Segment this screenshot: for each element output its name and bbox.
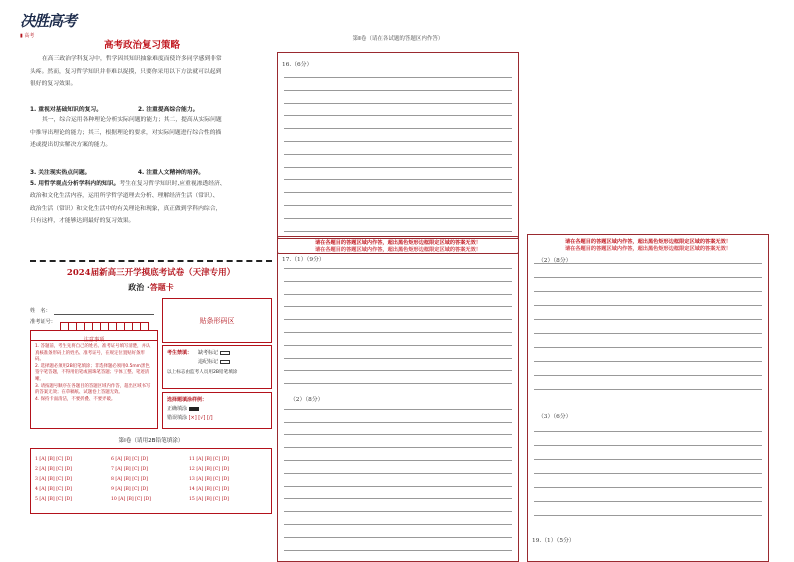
writing-line: [534, 277, 762, 278]
notice-box: [30, 330, 158, 429]
tail-paragraph: [30, 190, 272, 228]
writing-line: [534, 389, 762, 390]
writing-line: [534, 459, 762, 460]
strategy-title: 高考政治复习策略: [104, 40, 181, 51]
writing-line: [534, 501, 762, 502]
point-5-line: [30, 178, 280, 191]
filled-mark-icon: [189, 407, 199, 411]
q16-label: 16.（6分）: [282, 62, 313, 68]
point-3: 3. 关注现实热点问题。: [30, 170, 91, 176]
writing-line: [284, 281, 512, 282]
notice-header: [31, 331, 157, 341]
writing-line: [534, 263, 762, 264]
ability-line: 其一，综合运用各种理论分析实际问题的能力；其二，提高从实际问题: [42, 117, 222, 123]
writing-line: [284, 524, 512, 525]
notice-title: 注意事项: [83, 337, 105, 343]
writing-line: [284, 550, 512, 551]
mc-row[interactable]: 6 [A] [B] [C] [D]: [111, 457, 149, 462]
part2-header: 第Ⅱ卷（请在各试题的答题区内作答）: [352, 36, 444, 42]
ability-line: 述或提出切实解决方案的能力。: [30, 142, 112, 149]
writing-line: [284, 319, 512, 320]
candidate-box: [162, 345, 272, 389]
writing-line: [284, 383, 512, 384]
writing-line: [284, 231, 512, 232]
intro-paragraph: [30, 53, 272, 91]
notice-item: 3. 请按题号顺序在各题目的答题区域内作答，超出区域书写的答案无效；在草稿纸、试题卷上答题无效。: [35, 383, 151, 396]
mc-column: [111, 455, 151, 505]
exam-title: 2024届新高三开学摸底考试卷（天津专用）: [66, 268, 236, 278]
writing-line: [284, 409, 512, 410]
writing-line: [534, 431, 762, 432]
writing-line: [284, 154, 512, 155]
sample-title: 选择题填涂样例：: [167, 397, 208, 403]
warning-text-repeat: 请在各题目的答题区域内作答，超出黑色矩形边框限定区域的答案无效！: [314, 247, 481, 253]
writing-line: [534, 473, 762, 474]
writing-line: [284, 345, 512, 346]
writing-line: [534, 305, 762, 306]
writing-line: [534, 291, 762, 292]
warning-text: 请在各题目的答题区域内作答，超出黑色矩形边框限定区域的答案无效！: [314, 240, 481, 246]
mc-row[interactable]: 5 [A] [B] [C] [D]: [35, 497, 73, 502]
mc-row[interactable]: 7 [A] [B] [C] [D]: [111, 467, 149, 472]
ability-paragraph: [30, 114, 272, 152]
writing-line: [284, 128, 512, 129]
writing-line: [284, 77, 512, 78]
writing-line: [284, 115, 512, 116]
tail-line: 政治和文化生活内容，运用所学哲学道理去分析、理解经济生活（常识）、: [30, 193, 219, 199]
id-label: 准考证号：: [30, 319, 56, 325]
mc-column: [35, 455, 72, 505]
writing-line: [284, 460, 512, 461]
writing-line: [284, 179, 512, 180]
point-1: 1. 重视对基础知识的复习。: [30, 107, 103, 113]
point-2: 2. 注重提高综合能力。: [138, 107, 199, 113]
subject-label: 政治 ·: [128, 282, 150, 292]
violation-checkbox[interactable]: [220, 360, 230, 364]
tail-line: 政治生活（常识）和文化生活中的有关理论和现象，真正做到学科内综合，: [30, 205, 222, 212]
notice-item: 4. 保持卡面清洁，不要折叠、不要弄破。: [35, 396, 116, 402]
violation-row: [198, 358, 230, 365]
logo-subtext: ▮ 高考: [20, 33, 35, 39]
writing-line: [284, 192, 512, 193]
q18-answer-box[interactable]: [527, 234, 769, 562]
writing-line: [284, 498, 512, 499]
writing-line: [284, 434, 512, 435]
writing-line: [284, 473, 512, 474]
ability-line: 中推导出理论的能力；其三，根据理论的要求，对实际问题进行综合性的描: [30, 129, 222, 136]
mc-row[interactable]: 13 [A] [B] [C] [D]: [189, 477, 229, 482]
writing-line: [534, 347, 762, 348]
writing-line: [284, 422, 512, 423]
q18-2-label: （2）（8分）: [538, 258, 572, 264]
right-warning-text-repeat: 请在各题目的答题区域内作答，超出黑色矩形边框限定区域的答案无效！: [564, 246, 731, 252]
absent-row: [198, 349, 230, 356]
absent-label: 缺考标记: [198, 350, 219, 356]
mc-row[interactable]: 12 [A] [B] [C] [D]: [189, 467, 229, 472]
point-5-rest: 考生在复习哲学知识时,应重视渗透经济、: [119, 181, 226, 187]
intro-line: 头疼。然而，复习哲学知识并非难以捉摸，只要你采用以下方法就可以起到: [30, 68, 222, 75]
brand-logo: [20, 10, 90, 48]
mc-row[interactable]: 10 [A] [B] [C] [D]: [111, 497, 151, 502]
writing-line: [284, 205, 512, 206]
mc-row[interactable]: 3 [A] [B] [C] [D]: [35, 477, 73, 482]
mc-row[interactable]: 8 [A] [B] [C] [D]: [111, 477, 149, 482]
wrong-marks: [×] [√] [/]: [188, 415, 213, 421]
writing-line: [284, 358, 512, 359]
logo-text: 决胜高考: [20, 12, 77, 30]
right-warning-text: 请在各题目的答题区域内作答，超出黑色矩形边框限定区域的答案无效！: [564, 239, 731, 245]
writing-line: [534, 445, 762, 446]
violation-label: 违纪标记: [198, 359, 219, 365]
correct-label: 正确填涂: [167, 406, 188, 412]
q17-1-label: 17.（1）（9分）: [282, 257, 325, 263]
wrong-row: [167, 414, 267, 421]
writing-line: [534, 361, 762, 362]
writing-line: [284, 447, 512, 448]
answer-card-title: [30, 282, 272, 293]
writing-line: [284, 268, 512, 269]
candidate-row: [167, 349, 267, 365]
mc-row[interactable]: 1 [A] [B] [C] [D]: [35, 457, 73, 462]
notice-list: [31, 341, 157, 406]
writing-line: [284, 167, 512, 168]
intro-line: 在高三政治学科复习中，哲学因其知识抽象难度而使许多同学感到非常: [42, 56, 222, 62]
writing-line: [534, 319, 762, 320]
intro-line: 很好的复习效果。: [30, 81, 77, 88]
q16-answer-box[interactable]: [277, 52, 519, 239]
candidate-marks: [198, 349, 230, 365]
name-field[interactable]: [54, 314, 154, 315]
point-5: 5. 用哲学观点分析学科内的知识。: [30, 181, 120, 187]
mc-column: [189, 455, 229, 505]
writing-line: [284, 511, 512, 512]
writing-line: [534, 487, 762, 488]
mc-row[interactable]: 4 [A] [B] [C] [D]: [35, 487, 73, 492]
part1-title: 第Ⅰ卷（请用2B铅笔填涂）: [118, 438, 184, 444]
notice-item: 2. 选择题必须用2B铅笔填涂；非选择题必须用0.5mm黑色签字笔答题，不得用铅笔或圆珠笔答题；字体工整、笔迹清晰。: [35, 363, 150, 382]
tail-line: 只有这样，才能够达到最好的复习效果。: [30, 218, 135, 225]
barcode-label: 贴条形码区: [199, 316, 235, 325]
multiple-choice-box: [30, 448, 272, 514]
writing-line: [284, 370, 512, 371]
writing-line: [284, 218, 512, 219]
candidate-label: 考生禁填：: [167, 350, 193, 356]
mc-row[interactable]: 14 [A] [B] [C] [D]: [189, 487, 229, 492]
correct-row: [167, 405, 267, 412]
writing-line: [284, 141, 512, 142]
writing-line: [284, 537, 512, 538]
dashed-separator: [30, 260, 272, 262]
writing-line: [284, 294, 512, 295]
mc-row[interactable]: 9 [A] [B] [C] [D]: [111, 487, 149, 492]
writing-line: [284, 486, 512, 487]
writing-line: [534, 515, 762, 516]
mc-row[interactable]: 2 [A] [B] [C] [D]: [35, 467, 73, 472]
writing-line: [284, 306, 512, 307]
writing-line: [284, 90, 512, 91]
q18-3-label: （3）（6分）: [538, 414, 572, 420]
writing-line: [534, 375, 762, 376]
sample-box: [162, 392, 272, 429]
q19-1-label: 19.（1）（5分）: [532, 538, 575, 544]
q17-2-label: （2）（8分）: [290, 397, 324, 403]
card-label: 答题卡: [149, 282, 174, 292]
wrong-label: 错误填涂: [167, 415, 188, 421]
mc-row[interactable]: 15 [A] [B] [C] [D]: [189, 497, 229, 502]
mc-row[interactable]: 11 [A] [B] [C] [D]: [189, 457, 229, 462]
name-label: 姓 名：: [30, 308, 51, 314]
absent-checkbox[interactable]: [220, 351, 230, 355]
point-4: 4. 注重人文精神的培养。: [138, 170, 205, 176]
supervisor-note: 以上标志由监考人员用2B铅笔填涂: [167, 370, 238, 375]
q17-answer-box[interactable]: [277, 244, 519, 562]
writing-line: [534, 333, 762, 334]
writing-line: [284, 103, 512, 104]
notice-item: 1. 答题前，考生先将自己的姓名、准考证号填写清楚，并认真核准条形码上的姓名、准考证号，在规定位置贴好条形码。: [35, 344, 151, 363]
barcode-area: [162, 298, 272, 343]
writing-line: [284, 332, 512, 333]
